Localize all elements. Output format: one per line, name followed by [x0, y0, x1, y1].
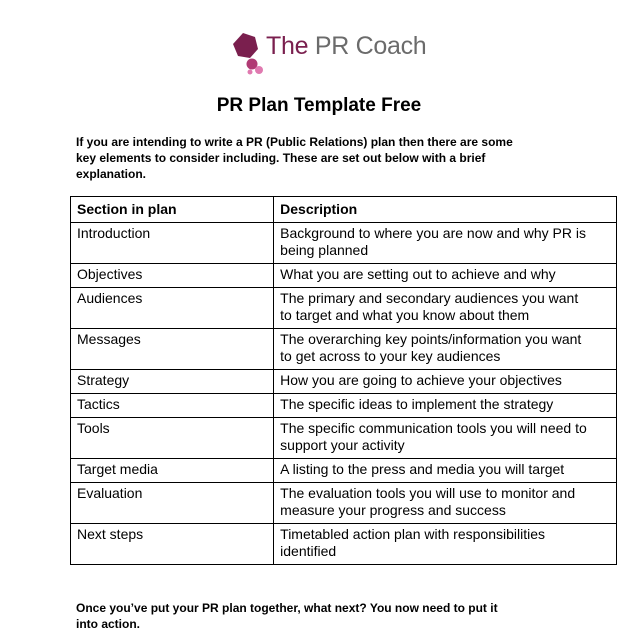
table-row — [71, 288, 617, 329]
table-row — [71, 370, 617, 394]
description-line: being planned — [280, 242, 369, 258]
description-cell — [274, 483, 617, 524]
description-line: measure your progress and success — [280, 502, 506, 518]
table-body — [71, 223, 617, 565]
description-line: Timetabled action plan with responsibilities — [280, 526, 545, 542]
table-row — [71, 264, 617, 288]
description-line: identified — [280, 543, 337, 559]
table-header-row — [71, 197, 617, 223]
logo-name: PR Coach — [314, 32, 427, 60]
section-cell: Objectives — [71, 264, 274, 288]
description-line: The evaluation tools you will use to monitor and — [280, 485, 576, 501]
description-line: A listing to the press and media you will target — [280, 461, 565, 477]
description-line: The primary and secondary audiences you want — [280, 290, 579, 306]
section-cell: Tools — [71, 418, 274, 459]
description-line: The overarching key points/information you want — [280, 331, 582, 347]
section-cell: Target media — [71, 459, 274, 483]
logo-wordmark — [266, 31, 426, 61]
description-line: The specific communication tools you will need to — [280, 420, 587, 436]
intro-line: explanation. — [76, 167, 147, 181]
section-cell: Messages — [71, 329, 274, 370]
table-row — [71, 459, 617, 483]
pr-plan-table — [70, 196, 617, 565]
outro-line: Once you’ve put your PR plan together, what next? You now need to put it — [76, 601, 498, 615]
table-row — [71, 524, 617, 565]
description-cell — [274, 223, 617, 264]
description-line: support your activity — [280, 437, 405, 453]
intro-paragraph — [76, 134, 576, 182]
table-row — [71, 394, 617, 418]
description-line: to get across to your key audiences — [280, 348, 501, 364]
column-header-section: Section in plan — [71, 197, 274, 223]
table-row — [71, 418, 617, 459]
section-cell: Next steps — [71, 524, 274, 565]
description-line: What you are setting out to achieve and why — [280, 266, 556, 282]
table-row — [71, 483, 617, 524]
description-cell — [274, 524, 617, 565]
logo-prefix: The — [266, 32, 309, 60]
section-cell: Tactics — [71, 394, 274, 418]
intro-line: If you are intending to write a PR (Public Relations) plan then there are some — [76, 135, 513, 149]
description-cell — [274, 459, 617, 483]
page-title: PR Plan Template Free — [216, 95, 422, 116]
section-cell: Strategy — [71, 370, 274, 394]
intro-line: key elements to consider including. These are set out below with a brief — [76, 151, 486, 165]
description-cell — [274, 418, 617, 459]
description-cell — [274, 288, 617, 329]
section-cell: Audiences — [71, 288, 274, 329]
description-line: The specific ideas to implement the strategy — [280, 396, 554, 412]
description-line: How you are going to achieve your objectives — [280, 372, 562, 388]
outro-line: into action. — [76, 617, 140, 631]
outro-paragraph — [76, 600, 576, 632]
description-line: to target and what you know about them — [280, 307, 530, 323]
description-cell — [274, 264, 617, 288]
section-cell: Introduction — [71, 223, 274, 264]
column-header-description: Description — [274, 197, 617, 223]
table-row — [71, 329, 617, 370]
description-line: Background to where you are now and why PR is — [280, 225, 586, 241]
brand-logo — [228, 28, 428, 78]
hexagon-logo-icon — [228, 28, 268, 76]
section-cell: Evaluation — [71, 483, 274, 524]
description-cell — [274, 370, 617, 394]
description-cell — [274, 394, 617, 418]
table-row — [71, 223, 617, 264]
description-cell — [274, 329, 617, 370]
